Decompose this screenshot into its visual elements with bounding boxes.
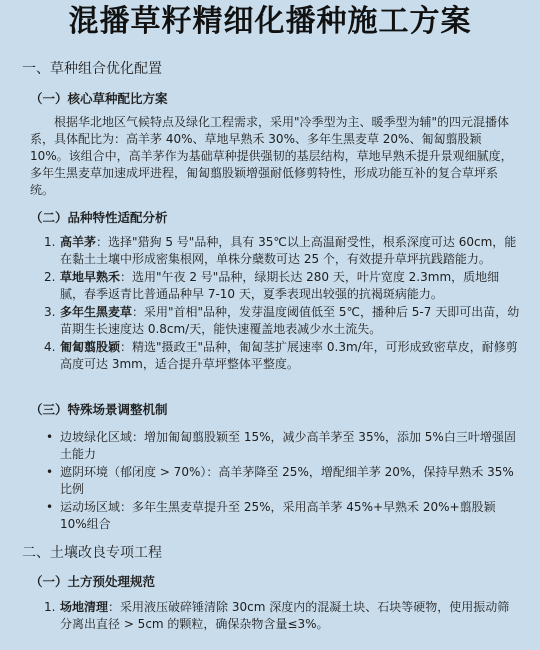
list-item — [44, 339, 520, 373]
list-item — [44, 464, 520, 498]
list-text: ：选用"午夜 2 号"品种，绿期长达 280 天，叶片宽度 2.3mm，质地细腻，春季返青比普通品种早 7-10 天，夏季表现出较强的抗褐斑病能力。 — [60, 270, 500, 301]
list-text: 边坡绿化区域：增加匍匐翦股颖至 15%，减少高羊茅至 35%，添加 5%白三叶增强固土能力 — [60, 430, 516, 461]
bullet-icon: • — [46, 430, 54, 444]
list-number: 1. — [44, 600, 56, 614]
bullet-icon: • — [46, 465, 54, 479]
subsection-heading-core-ratio: （一）核心草种配比方案 — [30, 91, 168, 106]
list-item — [44, 429, 520, 463]
list-item — [44, 234, 520, 268]
subsection-heading-special-scenes: （三）特殊场景调整机制 — [30, 402, 168, 417]
list-text: ：精选"摄政王"品种，匍匐茎扩展速率 0.3m/年，可形成致密草皮，耐修剪高度可达 3mm，适合提升草坪整体平整度。 — [60, 340, 518, 371]
list-text: 运动场区域：多年生黑麦草提升至 25%，采用高羊茅 45%+早熟禾 20%+翦股颖 10%组合 — [60, 500, 496, 531]
list-text: 遮阴环境（郁闭度 > 70%）：高羊茅降至 25%，增配细羊茅 20%，保持早熟禾 35%比例 — [60, 465, 514, 496]
list-number: 3. — [44, 305, 56, 319]
scenario-list — [44, 429, 520, 534]
section-heading-2: 二、土壤改良专项工程 — [22, 545, 162, 561]
list-term: 草地早熟禾 — [60, 270, 121, 284]
bullet-icon: • — [46, 500, 54, 514]
list-text: ：采用"首相"品种，发芽温度阈值低至 5℃，播种后 5-7 天即可出苗，幼苗期生长速度达 0.8cm/天，能快速覆盖地表减少水土流失。 — [60, 305, 520, 336]
variety-list — [44, 234, 520, 374]
list-item — [44, 599, 520, 633]
subsection-heading-variety-analysis: （二）品种特性适配分析 — [30, 210, 168, 225]
list-number: 2. — [44, 270, 56, 284]
list-text: ：选择"猎狗 5 号"品种，具有 35℃以上高温耐受性，根系深度可达 60cm，能在黏土土壤中形成密集根网，单株分蘖数可达 25 个，有效提升草坪抗践踏能力。 — [60, 235, 517, 266]
list-item — [44, 304, 520, 338]
list-number: 1. — [44, 235, 56, 249]
list-term: 多年生黑麦草 — [60, 305, 133, 319]
list-text: ：采用液压破碎锤清除 30cm 深度内的混凝土块、石块等硬物，使用振动筛分离出直径 > 5cm 的颗粒，确保杂物含量≤3%。 — [60, 600, 510, 631]
list-term: 匍匐翦股颖 — [60, 340, 121, 354]
list-number: 4. — [44, 340, 56, 354]
subsection-heading-earthwork: （一）土方预处理规范 — [30, 574, 156, 589]
earthwork-list — [44, 599, 520, 634]
section-heading-1: 一、草种组合优化配置 — [22, 61, 162, 77]
list-item — [44, 269, 520, 303]
core-ratio-paragraph: 根据华北地区气候特点及绿化工程需求，采用"冷季型为主、暖季型为辅"的四元混播体系，具体配比为：高羊茅 40%、草地早熟禾 30%、多年生黑麦草 20%、匍匐翦股颖 10%。该组合中，高羊茅作为基础草种提供强韧的基层结构，草地早熟禾提升景观细腻度，多年生黑麦草加速成坪进程，匍匐翦股颖增强耐低修剪特性，形成功能互补的复合草坪系统。 — [30, 115, 513, 197]
list-term: 场地清理 — [60, 600, 109, 614]
list-term: 高羊茅 — [60, 235, 97, 249]
document-title: 混播草籽精细化播种施工方案 — [68, 4, 472, 39]
list-item — [44, 499, 520, 533]
